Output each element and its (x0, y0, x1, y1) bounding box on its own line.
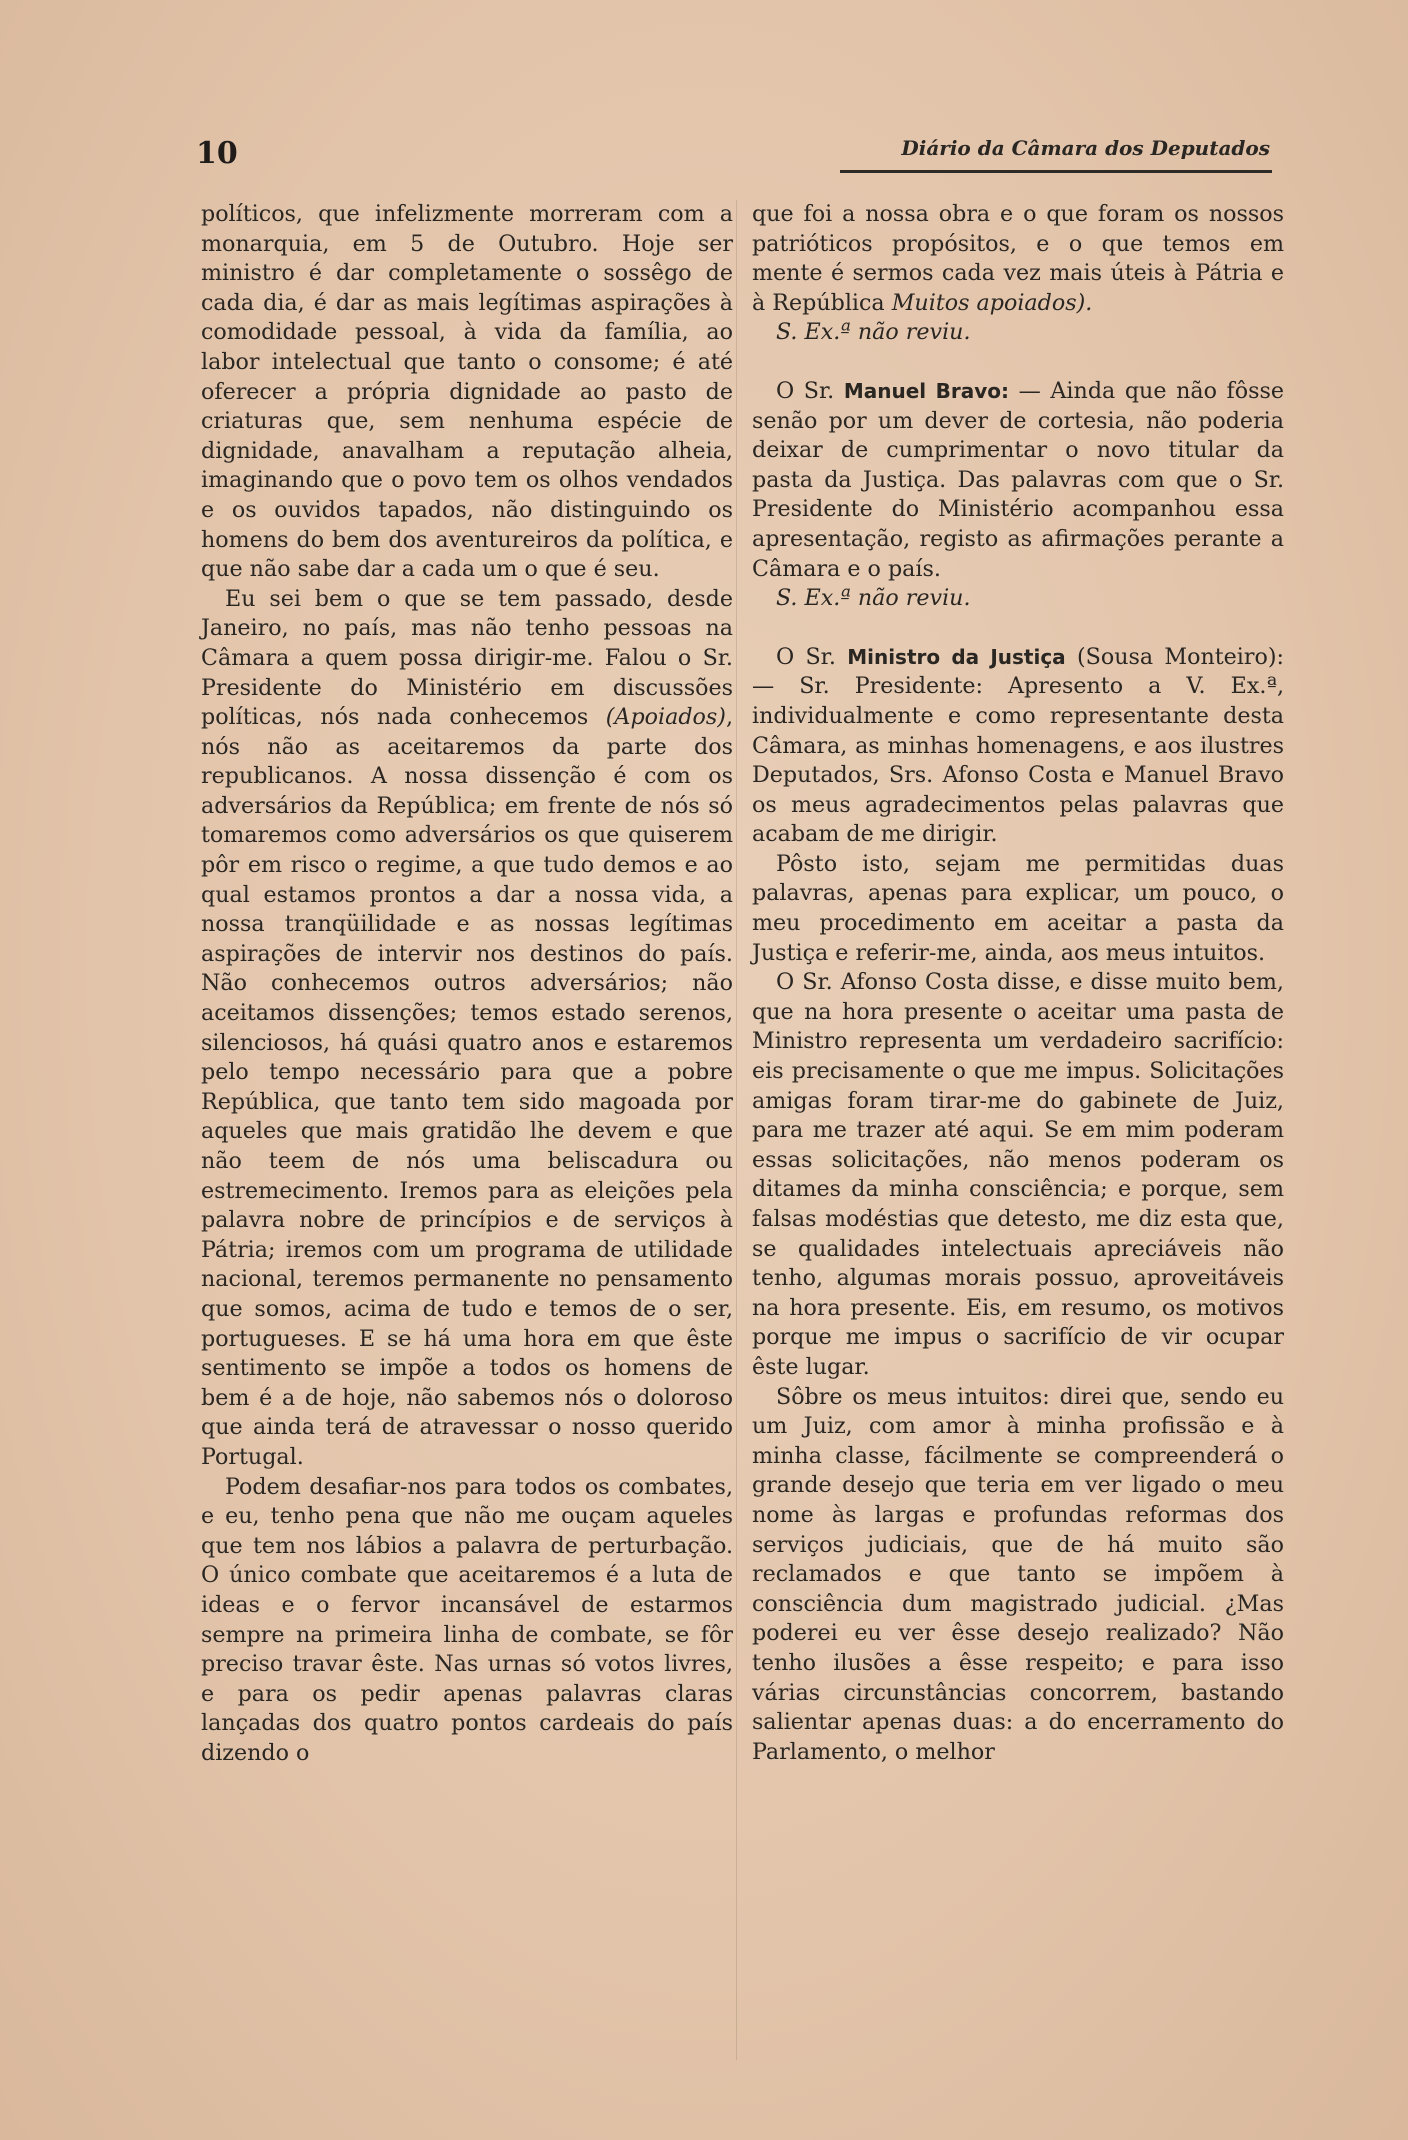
left-column (201, 200, 733, 1768)
paragraph: políticos, que infelizmente morreram com a monarquia, em 5 de Outubro. Hoje ser ministro é dar completamente o sossêgo de cada dia, é dar as mais legítimas aspirações à comodidade pessoal, à vida da família, ao labor intelectual que tanto o consome; é até oferecer a própria dignidade ao pasto de criaturas que, sem nenhuma espécie de dignidade, anavalham a reputação alheia, imaginando que o povo tem os olhos vendados e os ouvidos tapados, não distinguindo os homens do bem dos aventureiros da política, e que não sabe dar a cada um o que é seu. (201, 201, 733, 583)
apoiados-note: (Apoiados) (605, 704, 726, 731)
right-column (752, 200, 1284, 1767)
paragraph: Podem desafiar-nos para todos os combates, e eu, tenho pena que não me ouçam aqueles que tem nos lábios a palavra de perturbação. O único combate que aceitaremos é a luta de ideas e o fervor incansável de estarmos sempre na primeira linha de combate, se fôr preciso travar êste. Nas urnas só votos livres, e para os pedir apenas palavras claras lançadas dos quatro pontos cardeais do país dizendo o (201, 1473, 733, 1766)
speaker-name: Ministro da Justiça (847, 644, 1066, 669)
column-divider (736, 200, 737, 2060)
reviu-note: S. Ex.ª não reviu. (776, 585, 971, 612)
speaker-prefix: O Sr. (776, 377, 835, 404)
paragraph (201, 585, 733, 1473)
paragraph-text: Eu sei bem o que se tem passado, desde Janeiro, no país, mas não tenho pessoas na Câmara a quem possa dirigir-me. Falou o Sr. Presidente do Ministério em discussões políticas, nós nada conhecemos (201, 585, 733, 731)
speaker-full-name: (Sousa Monteiro): (1076, 643, 1284, 670)
speech-paragraph (752, 643, 1284, 850)
reviu-note: S. Ex.ª não reviu. (776, 319, 971, 346)
header-rule (840, 170, 1272, 173)
paragraph-text: — Sr. Presidente: Apresento a V. Ex.ª, individualmente e como representante desta Câmara, as minhas homenagens, e aos ilustres Deputados, Srs. Afonso Costa e Manuel Bravo os meus agradecimentos pelas palavras que acabam de me dirigir. (752, 673, 1284, 848)
paragraph: Sôbre os meus intuitos: direi que, sendo eu um Juiz, com amor à minha profissão e à minha classe, fácilmente se compreenderá o grande desejo que teria em ver ligado o meu nome às largas e profundas reformas dos serviços judiciais, que de há muito são reclamados e que tanto se impõem à consciência dum magistrado judicial. ¿Mas poderei eu ver êsse desejo realizado? Não tenho ilusões a êsse respeito; e para isso várias circunstâncias concorrem, bastando salientar apenas duas: a do encerramento do Parlamento, o melhor (752, 1383, 1284, 1765)
paragraph: Pôsto isto, sejam me permitidas duas palavras, apenas para explicar, um pouco, o meu procedimento em aceitar a pasta da Justiça e referir-me, ainda, aos meus intuitos. (752, 850, 1284, 966)
journal-title: Diário da Câmara dos Deputados (901, 136, 1270, 160)
paragraph-text: que foi a nossa obra e o que foram os nossos patrióticos propósitos, e o que temos em mente é sermos cada vez mais úteis à Pátria e à República (752, 201, 1284, 316)
speaker-prefix: O Sr. (776, 643, 836, 670)
speech-paragraph (752, 377, 1284, 584)
apoiados-note: Muitos apoiados). (891, 289, 1093, 316)
speaker-name: Manuel Bravo: (843, 378, 1010, 403)
paragraph-text: , nós não as aceitaremos da parte dos republicanos. A nossa dissenção é com os adversários da República; em frente de nós só tomaremos como adversários os que quiserem pôr em risco o regime, a que tudo demos e ao qual estamos prontos a dar a nossa vida, a nossa tranqüilidade e as nossas legítimas aspirações de intervir nos destinos do país. Não conhecemos outros adversários; não aceitamos dissenções; temos estado serenos, silenciosos, há quási quatro anos e estaremos pelo tempo necessário para que a pobre República, que tanto tem sido magoada por aqueles que mais gratidão lhe devem e que não teem de nós uma beliscadura ou estremecimento. Iremos para as eleições pela palavra nobre de princípios e de serviços à Pátria; iremos com um programa de utilidade nacional, teremos permanente no pensamento que somos, acima de tudo e temos de o ser, portugueses. E se há uma hora em que êste sentimento se impõe a todos os homens de bem é a de hoje, não sabemos nós o doloroso que ainda terá de atravessar o nosso querido Portugal. (201, 704, 733, 1470)
paragraph-text: — Ainda que não fôsse senão por um dever de cortesia, não poderia deixar de cumprimentar o novo titular da pasta da Justiça. Das palavras com que o Sr. Presidente do Ministério acompanhou essa apresentação, registo as afirmações perante a Câmara e o país. (752, 377, 1285, 582)
page-number: 10 (196, 136, 238, 171)
paragraph: O Sr. Afonso Costa disse, e disse muito bem, que na hora presente o aceitar uma pasta de Ministro representa um verdadeiro sacrifício: eis precisamente o que me impus. Solicitações amigas foram tirar-me do gabinete de Juiz, para me trazer até aqui. Se em mim poderam essas solicitações, não menos poderam os ditames da minha consciência; e porque, sem falsas modéstias que detesto, me diz esta que, se qualidades intelectuais apreciáveis não tenho, algumas morais possuo, aproveitáveis na hora presente. Eis, em resumo, os motivos porque me impus o sacrifício de vir ocupar êste lugar. (752, 969, 1284, 1380)
paragraph (752, 200, 1284, 318)
